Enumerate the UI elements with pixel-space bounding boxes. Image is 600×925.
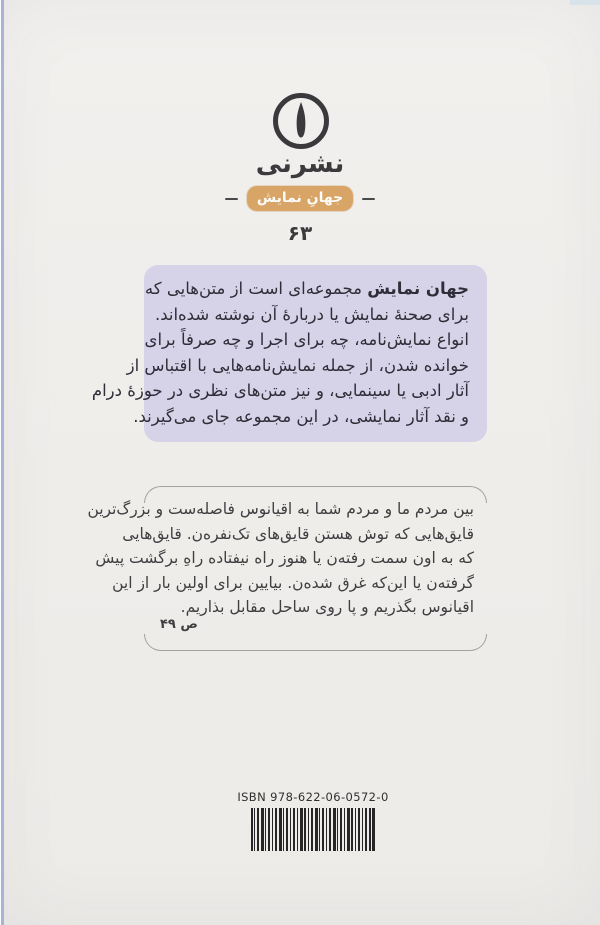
isbn-label: ISBN 978-622-06-0572-0 <box>237 790 389 804</box>
quote-line: گرفته‌ن یا این‌که غرق شده‌ن. بیایین برای اولین بار از این <box>112 573 474 592</box>
badge-right-dash <box>362 198 375 200</box>
quote-line: بین مردم ما و مردم شما به اقیانوس فاصله‌ست و بزرگ‌ترین <box>87 500 474 518</box>
publisher-name: نشرنی <box>255 149 345 179</box>
series-title-bold: جهان نمایش <box>367 279 469 298</box>
quote-line: اقیانوس بگذریم و پا روی ساحل مقابل بذاریم. <box>180 598 474 616</box>
quote-line: قایق‌هایی که توش هستن قایق‌های تک‌نفره‌ن. قایق‌هایی <box>122 524 474 543</box>
description-line: خوانده شدن، از جمله نمایش‌نامه‌هایی با اقتباس از <box>126 355 469 375</box>
barcode-icon <box>251 808 375 851</box>
book-spine-edge <box>0 0 4 925</box>
quote-page-reference: ص ۴۹ <box>160 617 198 632</box>
reed-pen-icon <box>278 98 324 144</box>
series-badge: جهانِ نمایش <box>247 186 353 211</box>
quote-excerpt <box>87 497 474 620</box>
description-line-text: مجموعه‌ای است از متن‌هایی که <box>144 279 368 298</box>
series-number: ۶۳ <box>287 221 313 245</box>
description-line: و نقد آثار نمایشی، در این مجموعه جای می‌گیرند. <box>133 406 469 426</box>
photo-corner-artifact <box>570 0 600 5</box>
series-badge-row <box>0 186 600 211</box>
quote-frame-bottom <box>144 634 487 651</box>
description-line: آثار ادبی یا سینمایی، و نیز متن‌های نظری در حوزهٔ درام <box>91 381 469 400</box>
series-description-box <box>91 265 487 442</box>
publisher-logo-icon <box>273 93 329 149</box>
description-line: انواع نمایش‌نامه، چه برای اجرا و چه صرفاً برای <box>144 330 469 349</box>
description-line: برای صحنهٔ نمایش یا دربارهٔ آن نوشته شده‌اند. <box>154 304 469 324</box>
description-line <box>144 276 469 302</box>
badge-left-dash <box>225 198 238 200</box>
quote-line: که به اون سمت رفته‌ن یا هنوز راه نیفتاده راهِ برگشت پیش <box>95 549 474 567</box>
